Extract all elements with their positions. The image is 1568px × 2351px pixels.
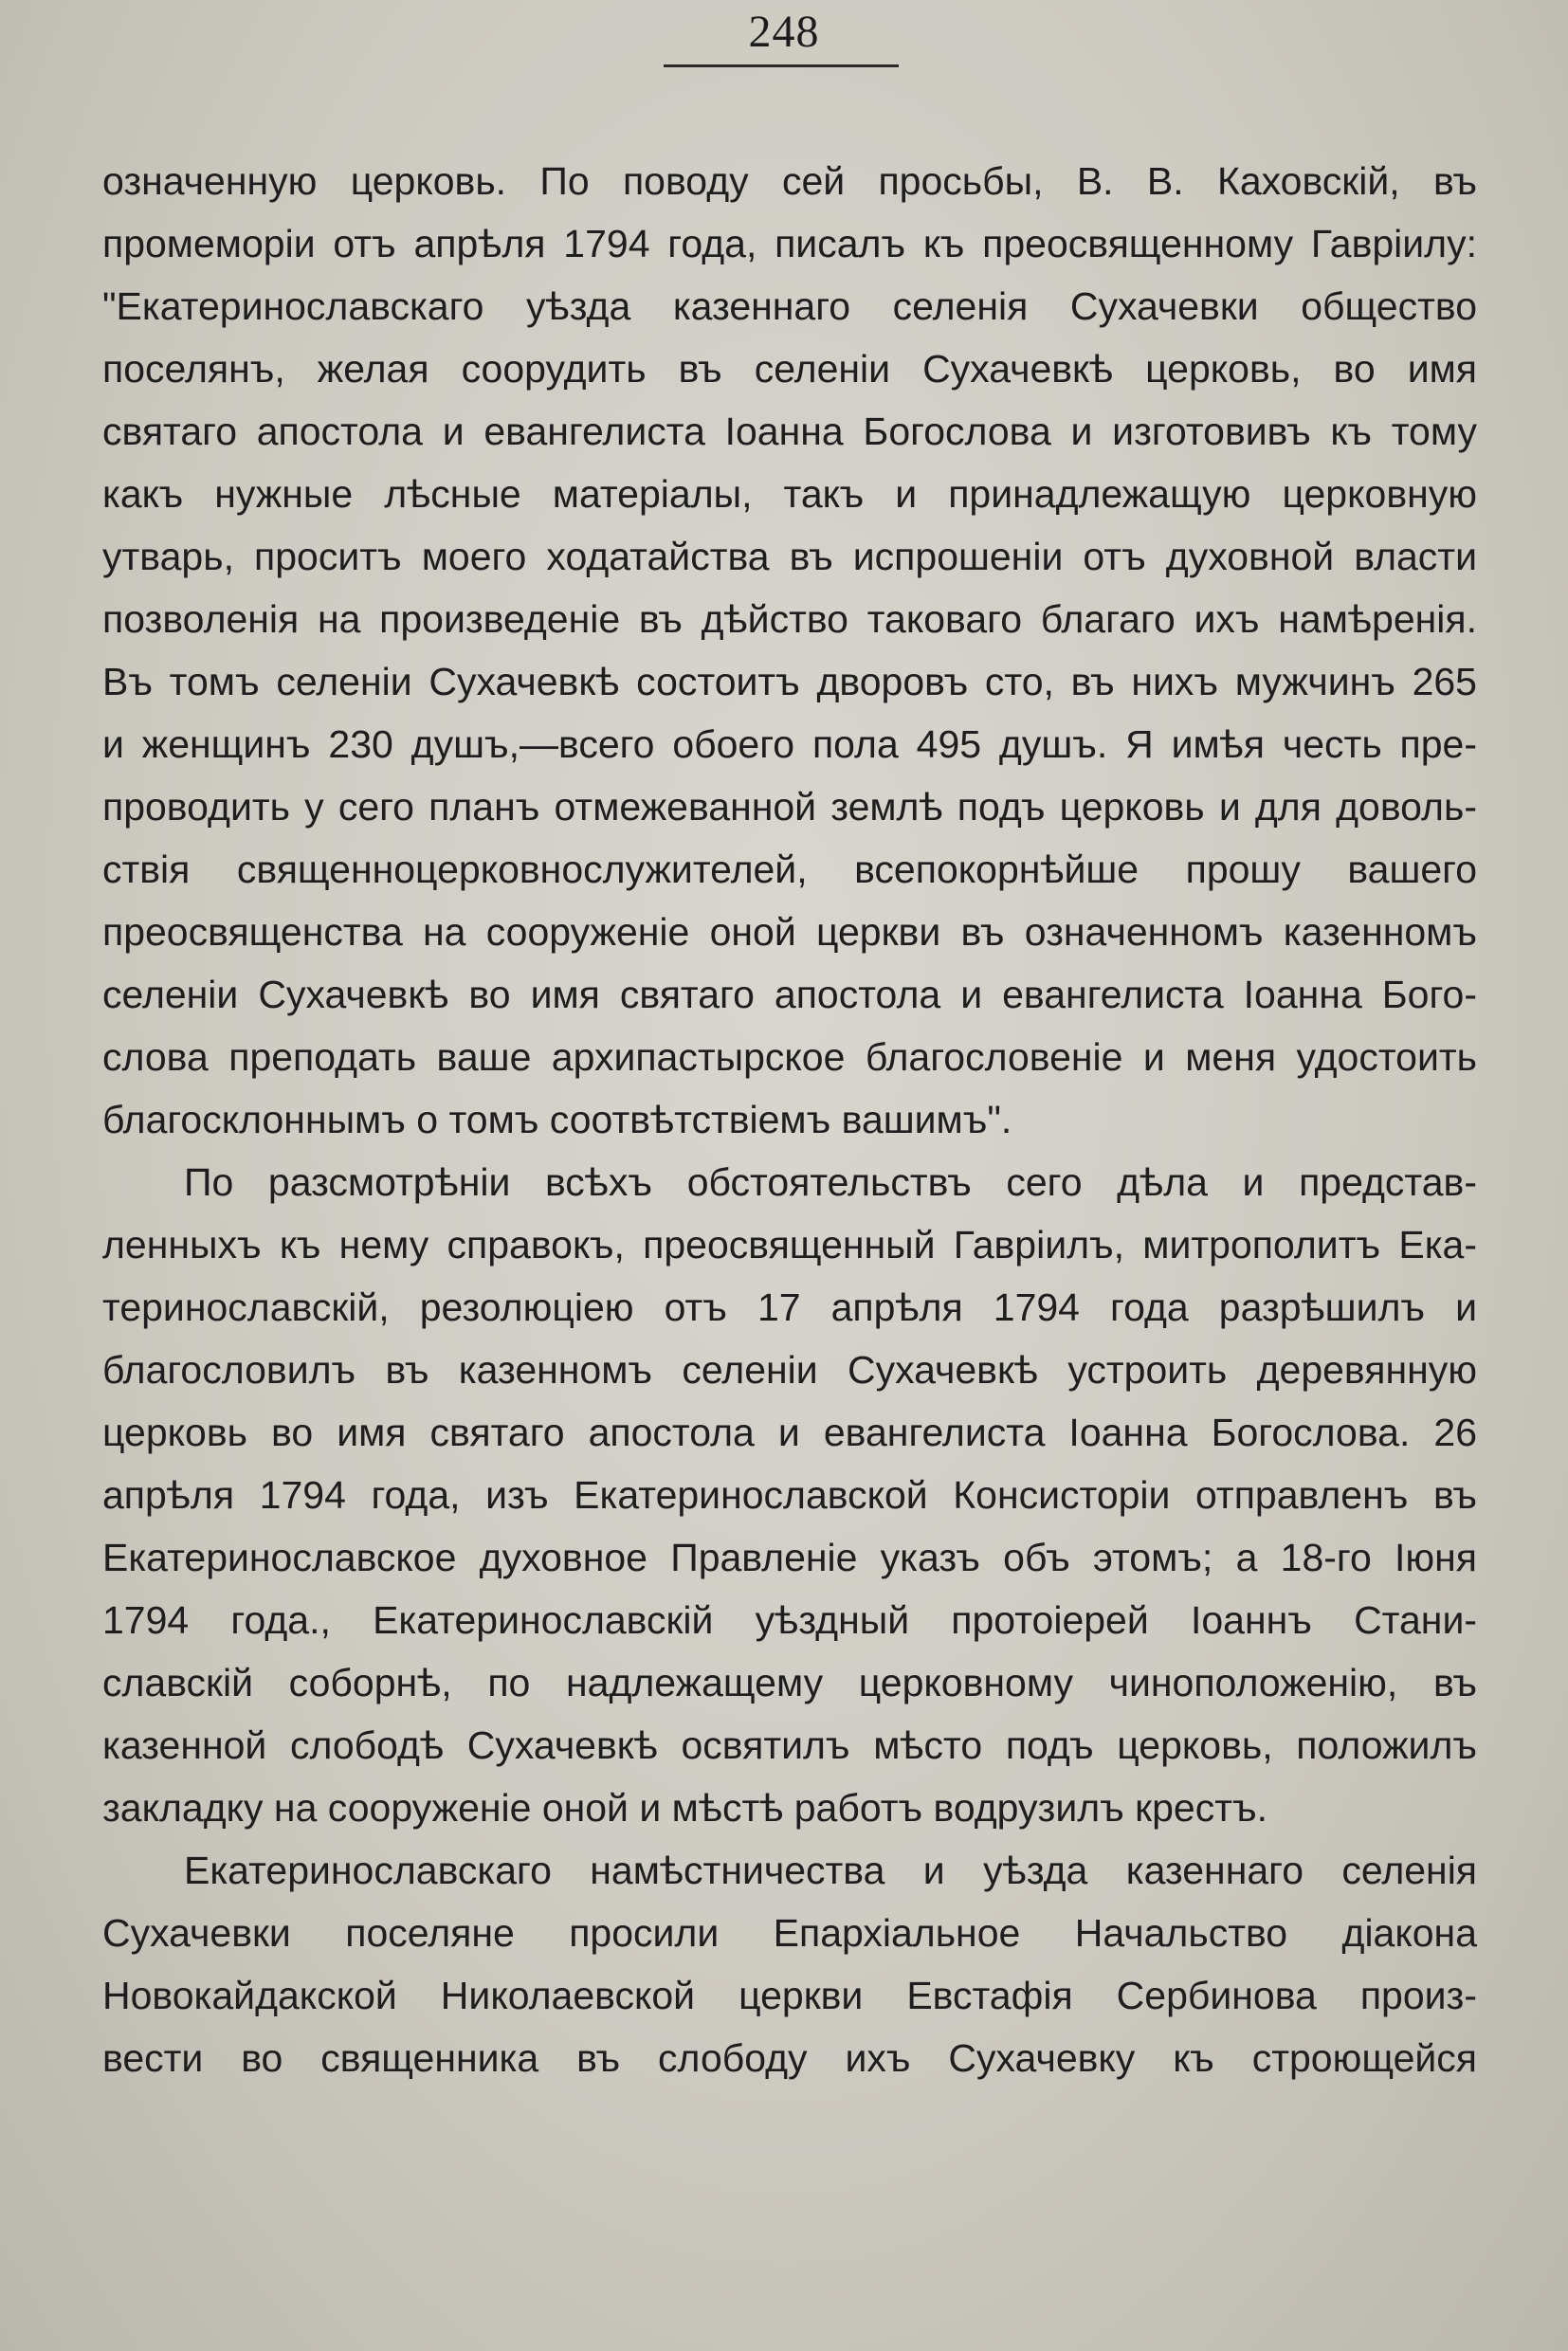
text-line: Екатеринославскаго намѣстничества и уѣзда казеннаго селенія bbox=[184, 1849, 1477, 1892]
text-line: означенную церковь. По поводу сей просьбы, В. В. Каховскій, въ bbox=[102, 159, 1477, 203]
text-line: апрѣля 1794 года, изъ Екатеринославской Консисторіи отправленъ въ bbox=[102, 1473, 1477, 1517]
text-line: "Екатеринославскаго уѣзда казеннаго селенія Сухачевки общество bbox=[102, 284, 1477, 328]
text-line: поселянъ, желая соорудить въ селеніи Сухачевкѣ церковь, во имя bbox=[102, 347, 1477, 391]
text-line: По разсмотрѣніи всѣхъ обстоятельствъ сего дѣла и представ- bbox=[184, 1160, 1477, 1204]
text-line: позволенія на произведеніе въ дѣйство таковаго благаго ихъ намѣренія. bbox=[102, 597, 1477, 641]
text-line: святаго апостола и евангелиста Іоанна Богослова и изготовивъ къ тому bbox=[102, 410, 1477, 453]
page-number: 248 bbox=[748, 7, 820, 57]
text-line: благосклоннымъ о томъ соотвѣтствіемъ вашимъ". bbox=[102, 1098, 1012, 1141]
text-line: проводить у сего планъ отмежеванной землѣ подъ церковь и для доволь- bbox=[102, 785, 1477, 829]
text-line: промеморіи отъ апрѣля 1794 года, писалъ къ преосвященному Гавріилу: bbox=[102, 222, 1477, 265]
text-line: ленныхъ къ нему справокъ, преосвященный Гавріилъ, митрополитъ Ека- bbox=[102, 1223, 1477, 1267]
text-line: закладку на сооруженіе оной и мѣстѣ работъ водрузилъ крестъ. bbox=[102, 1786, 1267, 1830]
text-line: и женщинъ 230 душъ,—всего обоего пола 495 душъ. Я имѣя честь пре- bbox=[102, 722, 1477, 766]
text-line: селеніи Сухачевкѣ во имя святаго апостола и евангелиста Іоанна Бого- bbox=[102, 973, 1477, 1016]
text-line: Екатеринославское духовное Правленіе указъ объ этомъ; а 18-го Іюня bbox=[102, 1536, 1477, 1579]
text-line: благословилъ въ казенномъ селеніи Сухачевкѣ устроить деревянную bbox=[102, 1348, 1477, 1392]
page-header bbox=[0, 0, 1568, 57]
text-line: утварь, проситъ моего ходатайства въ испрошеніи отъ духовной власти bbox=[102, 535, 1477, 578]
text-line: казенной слободѣ Сухачевкѣ освятилъ мѣсто подъ церковь, положилъ bbox=[102, 1723, 1477, 1767]
text-line: Въ томъ селеніи Сухачевкѣ состоитъ дворовъ сто, въ нихъ мужчинъ 265 bbox=[102, 660, 1477, 703]
text-line: церковь во имя святаго апостола и евангелиста Іоанна Богослова. 26 bbox=[102, 1411, 1477, 1454]
text-line: 1794 года., Екатеринославскій уѣздный протоіерей Іоаннъ Стани- bbox=[102, 1598, 1477, 1642]
text-line: ствія священноцерковнослужителей, всепокорнѣйше прошу вашего bbox=[102, 847, 1477, 891]
text-line: Новокайдакской Николаевской церкви Евстафія Сербинова произ- bbox=[102, 1974, 1477, 2017]
text-line: теринославскій, резолюціею отъ 17 апрѣля 1794 года разрѣшилъ и bbox=[102, 1285, 1477, 1329]
text-line: Сухачевки поселяне просили Епархіальное Начальство діакона bbox=[102, 1911, 1477, 1955]
header-rule bbox=[664, 64, 899, 67]
text-line: слова преподать ваше архипастырское благословеніе и меня удостоить bbox=[102, 1035, 1477, 1079]
text-line: какъ нужные лѣсные матеріалы, такъ и принадлежащую церковную bbox=[102, 472, 1477, 516]
text-line: преосвященства на сооруженіе оной церкви въ означенномъ казенномъ bbox=[102, 910, 1477, 954]
text-line: славскій соборнѣ, по надлежащему церковному чиноположенію, въ bbox=[102, 1661, 1477, 1704]
text-line: вести во священника въ слободу ихъ Сухачевку къ строющейся bbox=[102, 2036, 1477, 2080]
body-text bbox=[102, 150, 1477, 2089]
